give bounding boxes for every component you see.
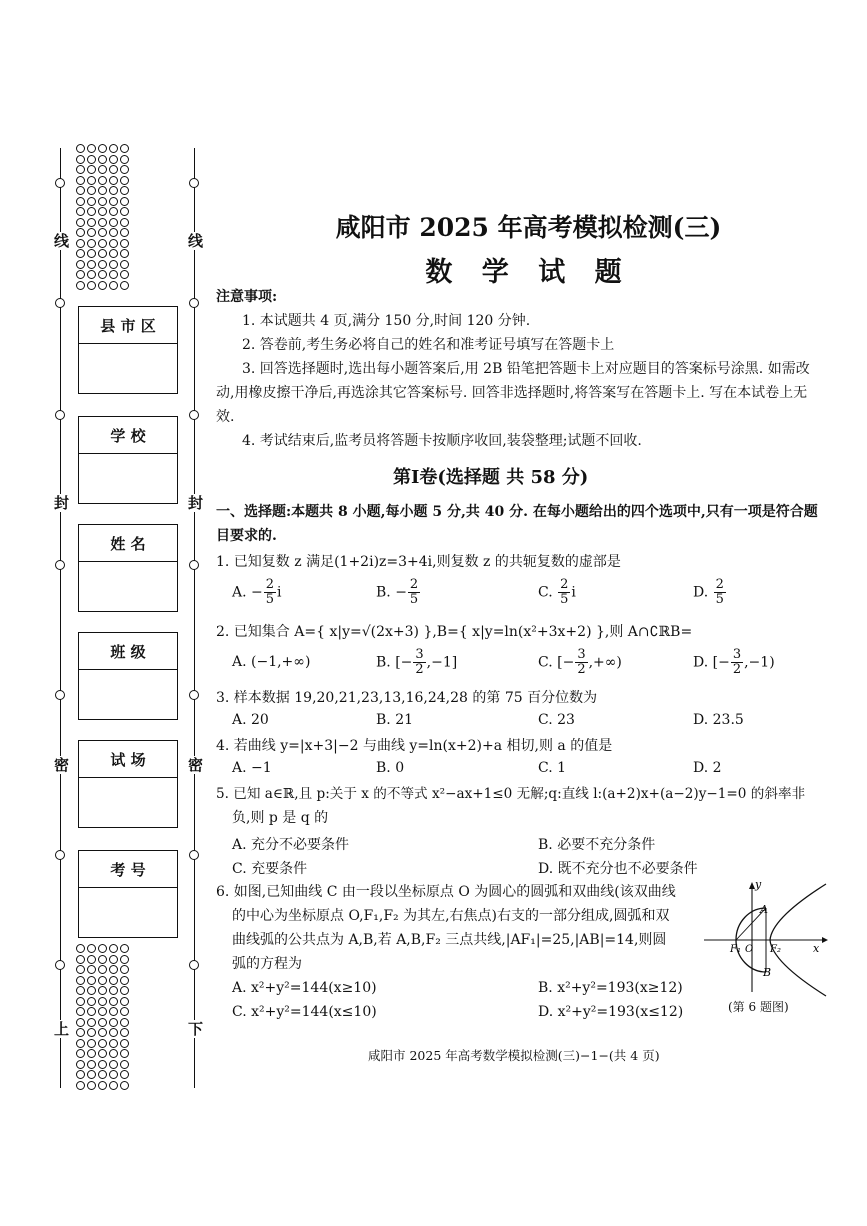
section-title: 第Ⅰ卷(选择题 共 58 分) xyxy=(393,467,589,488)
field-name-box[interactable] xyxy=(78,524,178,612)
ring xyxy=(55,178,65,188)
binding-dot xyxy=(76,144,85,153)
fraction-numerator: 2 xyxy=(265,577,275,592)
binding-dot xyxy=(87,1028,96,1037)
option-prefix: B. − xyxy=(376,584,407,601)
binding-dot xyxy=(109,165,118,174)
binding-dot xyxy=(98,1018,107,1027)
seal-mark-left: 封 xyxy=(54,494,70,512)
binding-dot xyxy=(76,165,85,174)
ring xyxy=(189,298,199,308)
q2-option-b[interactable] xyxy=(376,648,457,677)
seal-mark-right: 密 xyxy=(188,756,204,774)
binding-dot xyxy=(120,1039,129,1048)
fraction-numerator: 3 xyxy=(732,647,742,662)
note-item: 1. 本试题共 4 页,满分 150 分,时间 120 分钟. xyxy=(242,313,531,329)
binding-dot xyxy=(76,1039,85,1048)
binding-dot xyxy=(98,1070,107,1079)
q5-option-c[interactable]: C. 充要条件 xyxy=(232,861,308,877)
binding-dot xyxy=(98,144,107,153)
option-prefix: A. − xyxy=(232,584,263,601)
field-school-label: 学 校 xyxy=(79,417,177,454)
binding-dot xyxy=(120,1028,129,1037)
binding-dot xyxy=(87,1049,96,1058)
q2-option-c[interactable] xyxy=(538,648,622,677)
field-exam-number-box[interactable] xyxy=(78,850,178,938)
binding-dot xyxy=(98,997,107,1006)
exam-title: 咸阳市 2025 年高考模拟检测(三) xyxy=(335,213,722,242)
option-prefix: D. xyxy=(693,584,713,601)
field-class-box[interactable] xyxy=(78,632,178,720)
q4-option-d[interactable]: D. 2 xyxy=(693,760,722,776)
question-5-stem-cont: 负,则 p 是 q 的 xyxy=(232,810,329,826)
label-f2: F₂ xyxy=(770,944,781,955)
q2-option-a[interactable]: A. (−1,+∞) xyxy=(232,654,311,670)
binding-dot xyxy=(98,197,107,206)
binding-dot xyxy=(98,1028,107,1037)
binding-dot xyxy=(109,1018,118,1027)
field-room-label: 试 场 xyxy=(79,741,177,778)
q3-option-c[interactable]: C. 23 xyxy=(538,712,575,728)
dot-grid-bottom xyxy=(76,944,131,1091)
binding-dot xyxy=(76,997,85,1006)
binding-dot xyxy=(120,955,129,964)
ring xyxy=(55,560,65,570)
binding-dot xyxy=(109,186,118,195)
binding-dot xyxy=(109,1060,118,1069)
binding-dot xyxy=(98,155,107,164)
binding-dot xyxy=(120,965,129,974)
binding-dot xyxy=(98,165,107,174)
field-county-box[interactable] xyxy=(78,306,178,394)
field-room-box[interactable] xyxy=(78,740,178,828)
binding-dot xyxy=(120,944,129,953)
option-prefix: C. xyxy=(538,584,558,601)
binding-dot xyxy=(87,1070,96,1079)
binding-dot xyxy=(120,176,129,185)
binding-dot xyxy=(98,1049,107,1058)
field-class-label: 班 级 xyxy=(79,633,177,670)
q1-option-a[interactable] xyxy=(232,578,282,607)
q6-option-c[interactable]: C. x²+y²=144(x≤10) xyxy=(232,1004,377,1020)
binding-dot xyxy=(76,1018,85,1027)
binding-dot xyxy=(76,965,85,974)
binding-dot xyxy=(109,997,118,1006)
q5-option-b[interactable]: B. 必要不充分条件 xyxy=(538,837,656,853)
binding-dot xyxy=(120,155,129,164)
note-item: 4. 考试结束后,监考员将答题卡按顺序收回,装袋整理;试题不回收. xyxy=(242,433,642,449)
binding-dot xyxy=(98,944,107,953)
option-prefix: D. [− xyxy=(693,654,730,671)
fraction-denominator: 5 xyxy=(715,592,724,607)
binding-dot xyxy=(76,176,85,185)
binding-dot xyxy=(120,997,129,1006)
imaginary-unit: i xyxy=(571,584,576,601)
binding-dot xyxy=(109,155,118,164)
q2-option-d[interactable] xyxy=(693,648,775,677)
binding-dot xyxy=(120,165,129,174)
binding-dot xyxy=(120,1007,129,1016)
binding-dot xyxy=(87,1039,96,1048)
seal-mark-right: 封 xyxy=(188,494,204,512)
fraction-denominator: 2 xyxy=(415,662,424,677)
ring xyxy=(55,410,65,420)
label-y: y xyxy=(755,878,762,891)
binding-dot xyxy=(76,1070,85,1079)
seal-mark-right: 线 xyxy=(188,232,204,250)
fraction-denominator: 5 xyxy=(265,592,275,607)
binding-dot xyxy=(109,144,118,153)
ring xyxy=(189,850,199,860)
fraction-numerator: 2 xyxy=(409,577,419,592)
q6-option-b[interactable]: B. x²+y²=193(x≥12) xyxy=(538,980,683,996)
option-suffix: ,−1) xyxy=(744,654,775,671)
binding-dot xyxy=(120,1018,129,1027)
binding-dot xyxy=(109,986,118,995)
binding-dot xyxy=(87,155,96,164)
binding-dot xyxy=(76,197,85,206)
binding-dot xyxy=(109,1081,118,1090)
ring xyxy=(189,960,199,970)
binding-dot xyxy=(87,976,96,985)
binding-dot xyxy=(98,1039,107,1048)
binding-dot xyxy=(109,955,118,964)
label-x: x xyxy=(813,942,820,955)
binding-dot xyxy=(76,955,85,964)
field-exam-number-label: 考 号 xyxy=(79,851,177,888)
binding-dot xyxy=(109,1007,118,1016)
seal-mark-left: 密 xyxy=(54,756,70,774)
binding-dot xyxy=(87,197,96,206)
binding-dot xyxy=(120,1070,129,1079)
binding-dot xyxy=(120,1081,129,1090)
binding-dot xyxy=(98,1081,107,1090)
binding-dot xyxy=(76,986,85,995)
binding-dot xyxy=(87,944,96,953)
question-6-figure xyxy=(700,878,830,998)
binding-dot xyxy=(76,1007,85,1016)
figure-caption: (第 6 题图) xyxy=(728,1000,789,1014)
note-item: 3. 回答选择题时,选出每小题答案后,用 2B 铅笔把答题卡上对应题目的答案标号涂黑. 如需改动,用橡皮擦干净后,再选涂其它答案标号. 回答非选择题时,将答案写在答题卡上. 写在本试卷上无效. xyxy=(216,361,810,425)
fraction-denominator: 5 xyxy=(409,592,419,607)
binding-dot xyxy=(76,1081,85,1090)
binding-dot xyxy=(120,144,129,153)
field-name-label: 姓 名 xyxy=(79,525,177,562)
binding-dot xyxy=(98,986,107,995)
binding-dot xyxy=(98,186,107,195)
fraction-numerator: 2 xyxy=(715,577,724,592)
ring xyxy=(189,410,199,420)
imaginary-unit: i xyxy=(277,584,282,601)
binding-dot xyxy=(76,1028,85,1037)
option-suffix: ,+∞) xyxy=(588,654,622,671)
ring xyxy=(55,690,65,700)
q4-option-a[interactable]: A. −1 xyxy=(232,760,272,776)
binding-dot xyxy=(87,144,96,153)
binding-dot xyxy=(109,965,118,974)
q6-option-a[interactable]: A. x²+y²=144(x≥10) xyxy=(232,980,377,996)
binding-dot xyxy=(120,986,129,995)
option-prefix: C. [− xyxy=(538,654,575,671)
binding-dot xyxy=(76,186,85,195)
option-suffix: ,−1] xyxy=(426,654,458,671)
q3-option-a[interactable]: A. 20 xyxy=(232,712,269,728)
binding-dot xyxy=(109,1028,118,1037)
fraction-denominator: 2 xyxy=(732,662,742,677)
binding-dot xyxy=(87,1018,96,1027)
option-prefix: B. [− xyxy=(376,654,413,671)
binding-dot xyxy=(87,176,96,185)
q3-option-d[interactable]: D. 23.5 xyxy=(693,712,744,728)
exam-subtitle: 数 学 试 题 xyxy=(425,257,632,288)
binding-dot xyxy=(109,944,118,953)
binding-dot xyxy=(87,1007,96,1016)
seal-mark-right: 下 xyxy=(188,1020,204,1038)
binding-dot xyxy=(98,955,107,964)
q4-option-b[interactable]: B. 0 xyxy=(376,760,405,776)
binding-dot xyxy=(98,176,107,185)
label-b: B xyxy=(763,966,772,979)
q1-option-b[interactable] xyxy=(376,578,421,607)
binding-dot xyxy=(87,1081,96,1090)
q5-option-a[interactable]: A. 充分不必要条件 xyxy=(232,837,350,853)
binding-dot xyxy=(76,1049,85,1058)
ring xyxy=(55,850,65,860)
binding-dot xyxy=(87,186,96,195)
field-county-label: 县 市 区 xyxy=(79,307,177,344)
left-binding-line xyxy=(60,148,61,1088)
q4-option-c[interactable]: C. 1 xyxy=(538,760,567,776)
question-6-stem: 6. 如图,已知曲线 C 由一段以坐标原点 O 为圆心的圆弧和双曲线(该双曲线 xyxy=(216,884,676,900)
binding-dot xyxy=(109,1049,118,1058)
label-o: O xyxy=(745,944,754,955)
binding-dot xyxy=(98,965,107,974)
section-instruction: 一、选择题:本题共 8 小题,每小题 5 分,共 40 分. 在每小题给出的四个选项中,只有一项是符合题目要求的. xyxy=(216,504,818,544)
label-f1: F₁ xyxy=(730,944,741,955)
x-axis-arrow xyxy=(822,937,828,943)
binding-dot xyxy=(120,1049,129,1058)
binding-dot xyxy=(76,976,85,985)
fraction-numerator: 3 xyxy=(577,647,586,662)
binding-dot xyxy=(87,165,96,174)
page-footer: 咸阳市 2025 年高考数学模拟检测(三)−1−(共 4 页) xyxy=(368,1048,660,1063)
binding-dot xyxy=(87,997,96,1006)
fraction-denominator: 5 xyxy=(560,592,569,607)
binding-dot xyxy=(98,1060,107,1069)
binding-dot xyxy=(109,1070,118,1079)
binding-dot xyxy=(76,1060,85,1069)
binding-dot xyxy=(109,197,118,206)
fraction-numerator: 3 xyxy=(415,647,424,662)
binding-dot xyxy=(109,976,118,985)
ring xyxy=(189,560,199,570)
binding-dot xyxy=(87,986,96,995)
question-4-stem: 4. 若曲线 y=|x+3|−2 与曲线 y=ln(x+2)+a 相切,则 a 的值是 xyxy=(216,738,613,754)
binding-dot xyxy=(76,944,85,953)
seal-mark-left: 线 xyxy=(54,232,70,250)
ring xyxy=(189,690,199,700)
right-binding-line xyxy=(194,148,195,1088)
q1-option-c[interactable] xyxy=(538,578,576,607)
question-3-stem: 3. 样本数据 19,20,21,23,13,16,24,28 的第 75 百分位数为 xyxy=(216,690,598,706)
binding-dot xyxy=(76,155,85,164)
binding-dot xyxy=(120,197,129,206)
binding-dot xyxy=(120,186,129,195)
seal-mark-left: 上 xyxy=(54,1020,70,1038)
ring xyxy=(55,298,65,308)
fraction-numerator: 2 xyxy=(560,577,569,592)
binding-dot xyxy=(87,1060,96,1069)
question-5-stem: 5. 已知 a∈ℝ,且 p:关于 x 的不等式 x²−ax+1≤0 无解;q:直线 l:(a+2)x+(a−2)y−1=0 的斜率非 xyxy=(216,786,806,802)
ring xyxy=(189,178,199,188)
question-6-stem-cont: 曲线弧的公共点为 A,B,若 A,B,F₂ 三点共线,|AF₁|=25,|AB|=14,则圆 xyxy=(232,932,667,948)
binding-dot xyxy=(109,1039,118,1048)
binding-dot xyxy=(87,955,96,964)
binding-dot xyxy=(87,965,96,974)
binding-dot xyxy=(109,176,118,185)
q6-option-d[interactable]: D. x²+y²=193(x≤12) xyxy=(538,1004,684,1020)
binding-dot xyxy=(98,976,107,985)
fraction-denominator: 2 xyxy=(577,662,586,677)
question-1-stem: 1. 已知复数 z 满足(1+2i)z=3+4i,则复数 z 的共轭复数的虚部是 xyxy=(216,554,621,570)
note-item: 2. 答卷前,考生务必将自己的姓名和准考证号填写在答题卡上 xyxy=(242,337,615,353)
notes-heading: 注意事项: xyxy=(216,289,278,305)
q3-option-b[interactable]: B. 21 xyxy=(376,712,414,728)
field-school-box[interactable] xyxy=(78,416,178,504)
question-6-stem-cont: 的中心为坐标原点 O,F₁,F₂ 为其左,右焦点)右支的一部分组成,圆弧和双 xyxy=(232,908,670,924)
binding-dot xyxy=(120,1060,129,1069)
question-2-stem: 2. 已知集合 A={ x|y=√(2x+3) },B={ x|y=ln(x²+3x+2) },则 A∩∁ℝB= xyxy=(216,624,693,640)
label-a: A xyxy=(760,903,768,916)
question-6-stem-cont: 弧的方程为 xyxy=(232,956,302,972)
q1-option-d[interactable] xyxy=(693,578,727,607)
ring xyxy=(55,960,65,970)
binding-dot xyxy=(98,1007,107,1016)
q5-option-d[interactable]: D. 既不充分也不必要条件 xyxy=(538,861,698,877)
binding-dot xyxy=(120,976,129,985)
